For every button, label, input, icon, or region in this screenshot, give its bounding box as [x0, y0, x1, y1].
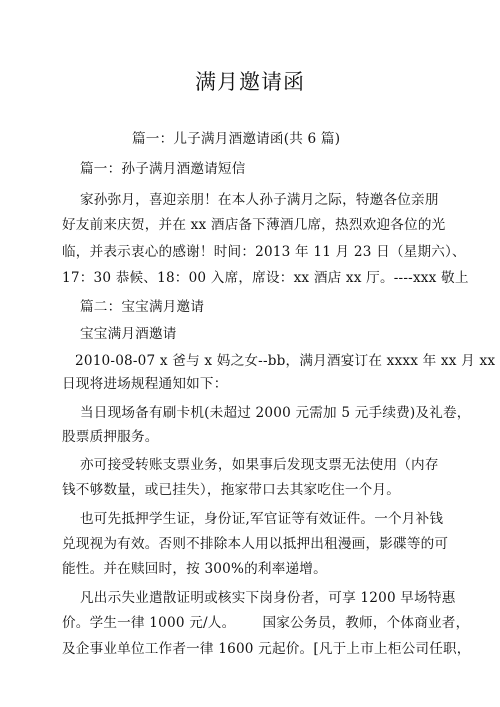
paragraph-line: 凡出示失业遣散证明或核实下岗身份者，可享 1200 早场特惠 [80, 590, 456, 606]
paragraph-line: 及企事业单位工作者一律 1600 元起价。[凡于上市上柜公司任职， [62, 641, 471, 657]
paragraph-line: 钱不够数量，或已挂失），拖家带口去其家吃住一个月。 [62, 482, 401, 498]
paragraph-line: 临，并表示衷心的感谢！时间：2013 年 11 月 23 日（星期六）、 [62, 244, 466, 260]
paragraph-line: 股票质押服务。 [62, 429, 159, 445]
paragraph-line: 17：30 恭候、18：00 入席，席设：xx 酒店 xx 厅。----xxx 敬上 [62, 270, 469, 286]
paragraph-line: 当日现场备有刷卡机(未超过 2000 元需加 5 元手续费)及礼卷， [80, 405, 471, 421]
paragraph-line: 亦可接受转账支票业务，如果事后发现支票无法使用（内存 [80, 457, 439, 473]
document-title: 满月邀请函 [195, 70, 305, 94]
paragraph-line: 价。学生一律 1000 元/人。 国家公务员，教师，个体商业者， [62, 615, 470, 631]
paragraph-line: 能性。并在赎回时，按 300%的利率递增。 [62, 561, 327, 577]
section-heading: 篇一：孙子满月酒邀请短信 [80, 161, 246, 177]
subheading: 宝宝满月酒邀请 [80, 326, 177, 342]
article-heading: 篇一：儿子满月酒邀请函(共 6 篇) [132, 131, 341, 147]
section-heading: 篇二：宝宝满月邀请 [80, 299, 205, 315]
paragraph-line: 也可先抵押学生证，身份证,军官证等有效证件。一个月补钱 [80, 511, 444, 527]
paragraph-line: 兑现视为有效。否则不排除本人用以抵押出租漫画，影碟等的可 [62, 536, 449, 552]
paragraph-line: 日现将进场规程通知如下： [62, 376, 228, 392]
paragraph-line: 好友前来庆贺，并在 xx 酒店备下薄酒几席，热烈欢迎各位的光 [62, 217, 446, 233]
paragraph-line: 家孙弥月，喜迎亲朋！在本人孙子满月之际，特邀各位亲朋 [80, 192, 439, 208]
paragraph-line: 2010-08-07 x 爸与 x 妈之女--bb，满月酒宴订在 xxxx 年 xx 月 xx [75, 353, 496, 369]
